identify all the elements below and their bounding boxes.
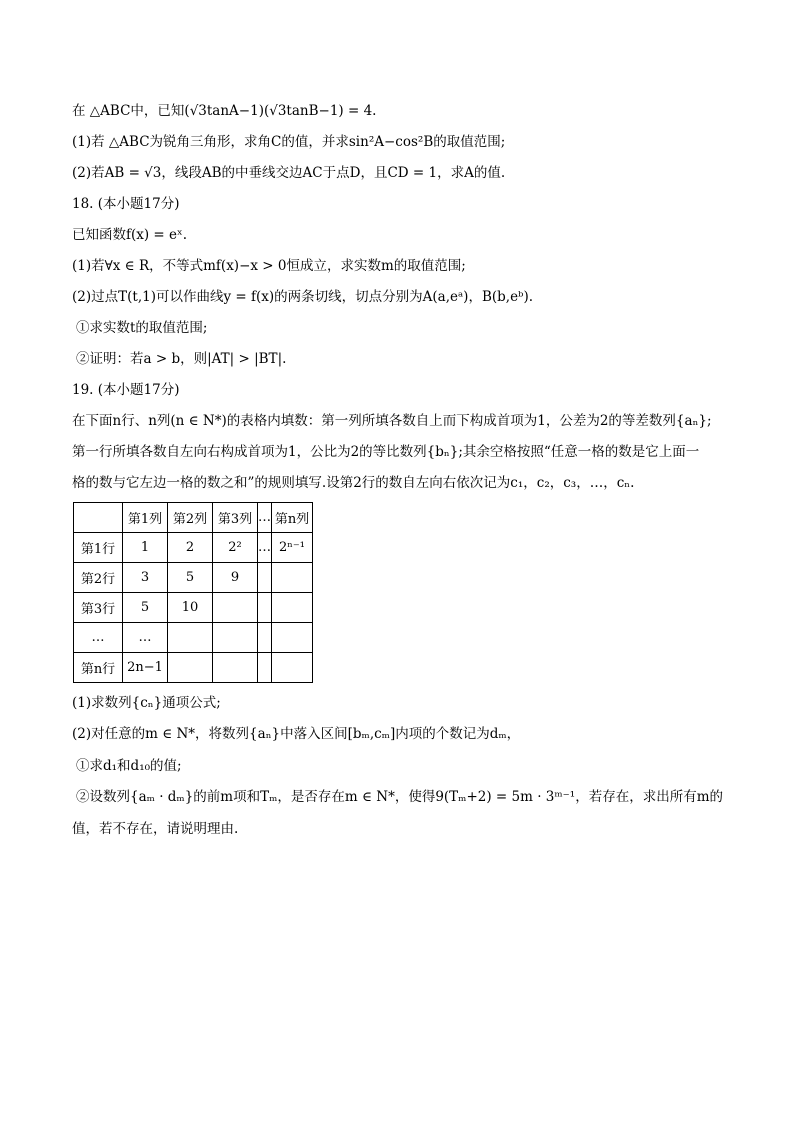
table-cell	[272, 653, 313, 683]
table-row-label: 第2行	[74, 563, 123, 593]
text-line-problem18-sub1: ①求实数t的取值范围;	[76, 320, 208, 336]
text-line-problem18-sub2: ②证明：若a > b，则|AT| > |BT|.	[76, 351, 287, 367]
table-row	[74, 533, 313, 563]
table-cell	[168, 653, 213, 683]
number-table	[73, 502, 313, 683]
table-cell	[213, 623, 258, 653]
text-line-problem19-sub2: ②设数列{aₘ · dₘ}的前m项和Tₘ，是否存在m ∈ N*，使得9(Tₘ+2) = 5m · 3ᵐ⁻¹，若存在，求出所有m的	[76, 789, 723, 805]
text-line-problem19-stem-3: 格的数与它左边一格的数之和”的规则填写.设第2行的数自左向右依次记为c₁，c₂，c₃，…，cₙ.	[72, 475, 635, 491]
text-line-problem17-stem: 在 △ABC中，已知(√3tanA−1)(√3tanB−1) = 4.	[72, 103, 377, 119]
text-line-problem19-stem-1: 在下面n行、n列(n ∈ N*)的表格内填数：第一列所填各数自上而下构成首项为1，公差为2的等差数列{aₙ};	[72, 413, 712, 429]
text-line-problem17-part1: (1)若 △ABC为锐角三角形，求角C的值，并求sin²A−cos²B的取值范围;	[72, 134, 506, 150]
table-cell	[213, 653, 258, 683]
table-header-cell: 第n列	[272, 503, 313, 533]
table-cell: 5	[168, 563, 213, 593]
text-line-problem17-part2: (2)若AB = √3，线段AB的中垂线交边AC于点D，且CD = 1，求A的值.	[72, 165, 506, 181]
table-row	[74, 623, 313, 653]
table-cell	[258, 653, 272, 683]
table-cell	[272, 593, 313, 623]
text-line-problem18-part1: (1)若∀x ∈ R，不等式mf(x)−x > 0恒成立，求实数m的取值范围;	[72, 258, 466, 274]
table-row-label: …	[74, 623, 123, 653]
table-cell	[168, 623, 213, 653]
text-line-problem19-part2: (2)对任意的m ∈ N*，将数列{aₙ}中落入区间[bₘ,cₘ]内项的个数记为dₘ，	[72, 726, 521, 742]
text-line-problem19-sub2-cont: 值，若不存在，请说明理由.	[72, 821, 239, 837]
table-header-row	[74, 503, 313, 533]
table-cell: 5	[123, 593, 168, 623]
table-cell: 9	[213, 563, 258, 593]
table-row-label: 第1行	[74, 533, 123, 563]
table-header-cell: 第1列	[123, 503, 168, 533]
text-line-problem19-part1: (1)求数列{cₙ}通项公式;	[72, 695, 221, 711]
text-line-problem18-part2: (2)过点T(t,1)可以作曲线y = f(x)的两条切线，切点分别为A(a,eᵃ)，B(b,eᵇ).	[72, 289, 534, 305]
table-cell	[258, 563, 272, 593]
table-cell	[74, 503, 123, 533]
table-cell	[258, 623, 272, 653]
table-header-cell: 第2列	[168, 503, 213, 533]
table-row-label: 第3行	[74, 593, 123, 623]
text-line-problem19-sub1: ①求d₁和d₁₀的值;	[76, 758, 182, 774]
problem18-heading: 18. (本小题17分)	[72, 196, 180, 212]
table-row	[74, 653, 313, 683]
table-row-label: 第n行	[74, 653, 123, 683]
table-row	[74, 563, 313, 593]
table-row	[74, 593, 313, 623]
table-cell: 2	[168, 533, 213, 563]
table-cell: 1	[123, 533, 168, 563]
table-cell: 3	[123, 563, 168, 593]
table-header-cell: 第3列	[213, 503, 258, 533]
table-cell: 10	[168, 593, 213, 623]
problem19-heading: 19. (本小题17分)	[72, 382, 180, 398]
table-cell	[213, 593, 258, 623]
table-cell: 2ⁿ⁻¹	[272, 533, 313, 563]
table-cell: 2n−1	[123, 653, 168, 683]
table-cell: 2²	[213, 533, 258, 563]
table-cell: …	[123, 623, 168, 653]
table-cell: …	[258, 533, 272, 563]
table-header-cell: …	[258, 503, 272, 533]
table-cell	[258, 593, 272, 623]
text-line-problem19-stem-2: 第一行所填各数自左向右构成首项为1，公比为2的等比数列{bₙ};其余空格按照“任意一格的数是它上面一	[72, 444, 700, 460]
table-cell	[272, 563, 313, 593]
table-cell	[272, 623, 313, 653]
text-line-problem18-stem: 已知函数f(x) = eˣ.	[72, 227, 188, 243]
